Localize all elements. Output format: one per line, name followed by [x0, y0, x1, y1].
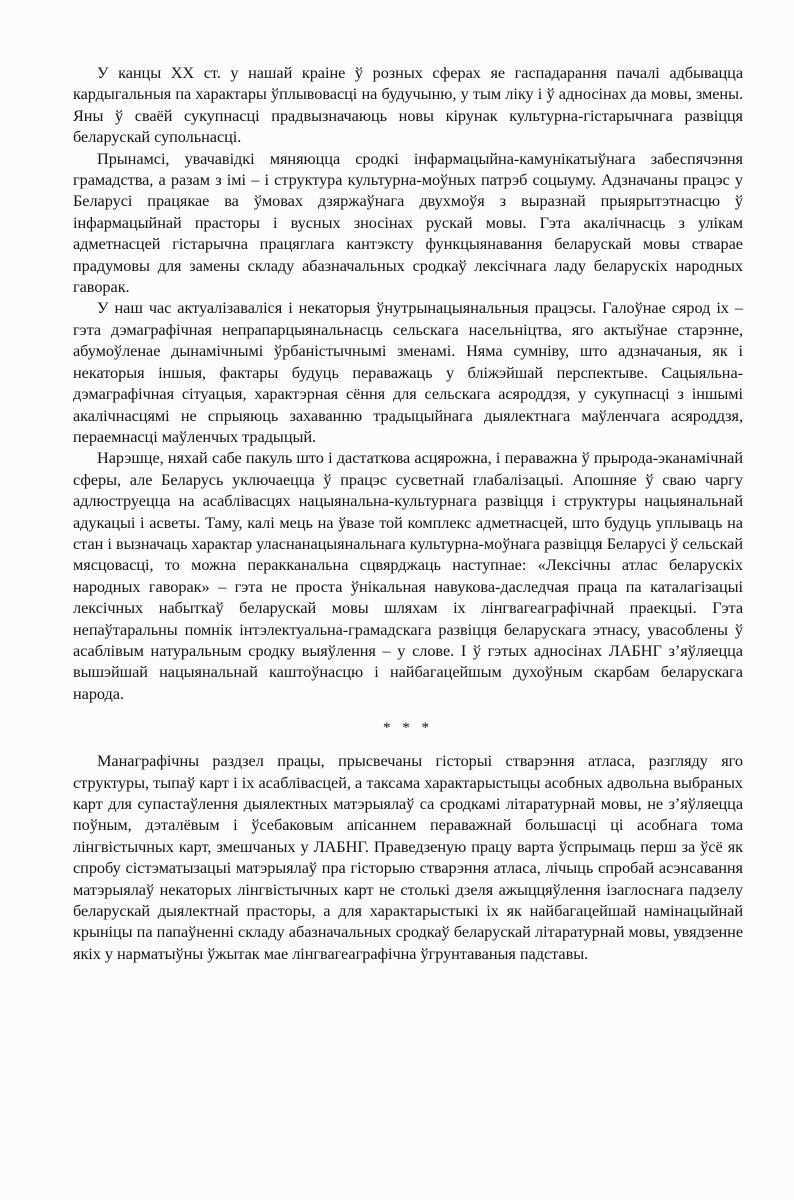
text-body [73, 62, 743, 964]
paragraph-4: Нарэшце, няхай сабе пакуль што і дастаткова асцярожна, і пераважна ў прырода-эканамічнай сферы, але Беларусь уключаецца ў працэс сусветнай глабалізацыі. Апошняе ў сваю чаргу адлюструецца на асаблівасцях нацыянальна-культурнага развіцця і структуры нацыянальнай адукацыі і асветы. Таму, калі мець на ўвазе той комплекс адметнасцей, што будуць уплываць на стан і вызначаць характар уласнанацыянальнага культурна-моўнага развіцця Беларусі ў сельскай мясцовасці, то можна перакканальна сцвярджаць наступнае: «Лексічны атлас беларускіх народных гаворак» – гэта не проста ўнікальная навукова-даследчая праца па каталагізацыі лексічных набыткаў беларускай мовы шляхам іх лінгвагеаграфічнай праекцыі. Гэта непаўтаральны помнік інтэлектуальна-грамадскага развіцця беларускага этнасу, увасоблены ў асаблівым натуральным сродку выяўлення – у слове. І ў гэтых адносінах ЛАБНГ з’яўляецца вышэйшай нацыянальнай каштоўнасцю і найбагацейшым духоўным скарбам беларускага народа. [73, 448, 743, 703]
paragraph-5: Манаграфічны раздзел працы, прысвечаны гісторыі стварэння атласа, разгляду яго структуры, тыпаў карт і іх асаблівасцей, а таксама характарыстыцы асобных адвольна выбраных карт для супастаўлення дыялектных матэрыялаў са сродкамі літаратурнай мовы, не з’яўляецца поўным, дэталёвым і ўсебаковым апісаннем пераважнай большасці ці асобнага тома лінгвістычных карт, змешчаных у ЛАБНГ. Праведзеную працу варта ўспрымаць перш за ўсё як спробу сістэматызацыі матэрыялаў пра гісторыю стварэння атласа, лічыць спробай асэнсавання матэрыялаў некаторых лінгвістычных карт не столькі дзеля ажыццяўлення ізаглоснага падзелу беларускай дыялектнай прасторы, а для характарыстыкі іх як найбагацейшай намінацыйнай крыніцы па папаўненні складу абазначальных сродкаў беларускай літаратурнай мовы, увядзенне якіх у нарматыўны ўжытак мае лінгвагеаграфічна ўгрунтаваныя падставы. [73, 751, 743, 963]
paragraph-1: У канцы XX ст. у нашай краіне ў розных сферах яе гаспадарання пачалі адбывацца кардыгальныя па характары ўплывовасці на будучыню, у тым ліку і ў адносінах да мовы, змены. Яны ў сваёй сукупнасці прадвызначаюць новы кірунак культурна-гістарычнага развіцця беларускай супольнасці. [73, 63, 743, 147]
paragraph-3: У наш час актуалізаваліся і некаторыя ўнутрынацыянальныя працэсы. Галоўнае сярод іх – гэта дэмаграфічная непрапарцыянальнасць сельскага насельніцтва, яго актыўнае старэнне, абумоўленае дынамічнымі ўрбаністычнымі зменамі. Няма сумніву, што адзначаныя, як і некаторыя іншыя, фактары будуць пераважаць у бліжэйшай перспектыве. Сацыяльна-дэмаграфічная сітуацыя, характэрная сёння для сельскага асяроддзя, у сукупнасці з іншымі акалічнасцямі не спрыяюць захаванню традыцыйнага дыялектнага маўленчага асяроддзя, пераемнасці маўленчых традыцый. [73, 298, 743, 446]
paragraph-2: Прынамсі, увачавідкі мяняюцца сродкі інфармацыйна-камунікатыўнага забеспячэння грамадства, а разам з імі – і структура культурна-моўных патрэб соцыуму. Адзначаны працэс у Беларусі працякае ва ўмовах дзяржаўнага двухмоўя з выразнай прыярытэтнасцю ў інфармацыйнай прасторы і вусных зносінах рускай мовы. Гэта акалічнасць з улікам адметнасцей гістарычна працяглага кантэксту функцыянавання беларускай мовы стварае прадумовы для замены складу абазначальных сродкаў лексічнага ладу беларускіх народных гаворак. [73, 148, 743, 297]
section-divider: * * * [383, 720, 433, 737]
